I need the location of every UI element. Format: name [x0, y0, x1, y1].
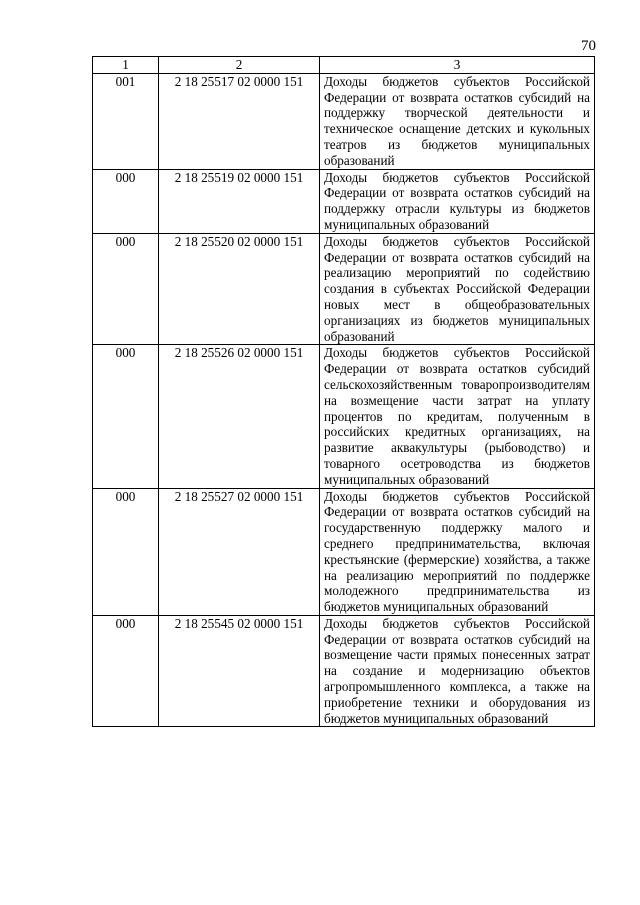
table-row — [93, 169, 595, 233]
description-cell: Доходы бюджетов субъектов Российской Федерации от возврата остатков субсидий на государственную поддержку малого и среднего предпринимательства, включая крестьянские (фермерские) хозяйства, а также на реализацию мероприятий по поддержке молодежного предпринимательства из бюджетов муниципальных образований — [320, 488, 595, 615]
budget-code-cell: 2 18 25519 02 0000 151 — [159, 169, 320, 233]
column-header-2: 2 — [159, 57, 320, 74]
description-cell: Доходы бюджетов субъектов Российской Федерации от возврата остатков субсидий на реализацию мероприятий по содействию создания в субъектах Российской Федерации новых мест в общеобразовательных организациях из бюджетов муниципальных образований — [320, 233, 595, 345]
budget-code-cell: 2 18 25520 02 0000 151 — [159, 233, 320, 345]
admin-code-cell: 000 — [93, 345, 159, 488]
page-number: 70 — [581, 38, 596, 54]
column-header-3: 3 — [320, 57, 595, 74]
budget-codes-table — [92, 56, 595, 727]
budget-code-cell: 2 18 25527 02 0000 151 — [159, 488, 320, 615]
budget-code-cell: 2 18 25545 02 0000 151 — [159, 615, 320, 727]
admin-code-cell: 000 — [93, 488, 159, 615]
budget-code-cell: 2 18 25526 02 0000 151 — [159, 345, 320, 488]
admin-code-cell: 000 — [93, 169, 159, 233]
description-cell: Доходы бюджетов субъектов Российской Федерации от возврата остатков субсидий на поддержку отрасли культуры из бюджетов муниципальных образований — [320, 169, 595, 233]
table-row — [93, 615, 595, 727]
description-cell: Доходы бюджетов субъектов Российской Федерации от возврата остатков субсидий сельскохозяйственным товаропроизводителям на возмещение части затрат на уплату процентов по кредитам, полученным в российских кредитных организациях, на развитие аквакультуры (рыбоводство) и товарного осетроводства из бюджетов муниципальных образований — [320, 345, 595, 488]
admin-code-cell: 000 — [93, 233, 159, 345]
table-row — [93, 73, 595, 169]
table-header-row — [93, 57, 595, 74]
admin-code-cell: 000 — [93, 615, 159, 727]
table-row — [93, 233, 595, 345]
description-cell: Доходы бюджетов субъектов Российской Федерации от возврата остатков субсидий на возмещение части прямых понесенных затрат на создание и модернизацию объектов агропромышленного комплекса, а также на приобретение техники и оборудования из бюджетов муниципальных образований — [320, 615, 595, 727]
column-header-1: 1 — [93, 57, 159, 74]
admin-code-cell: 001 — [93, 73, 159, 169]
table-row — [93, 345, 595, 488]
budget-code-cell: 2 18 25517 02 0000 151 — [159, 73, 320, 169]
table-row — [93, 488, 595, 615]
description-cell: Доходы бюджетов субъектов Российской Федерации от возврата остатков субсидий на поддержку творческой деятельности и техническое оснащение детских и кукольных театров из бюджетов муниципальных образований — [320, 73, 595, 169]
